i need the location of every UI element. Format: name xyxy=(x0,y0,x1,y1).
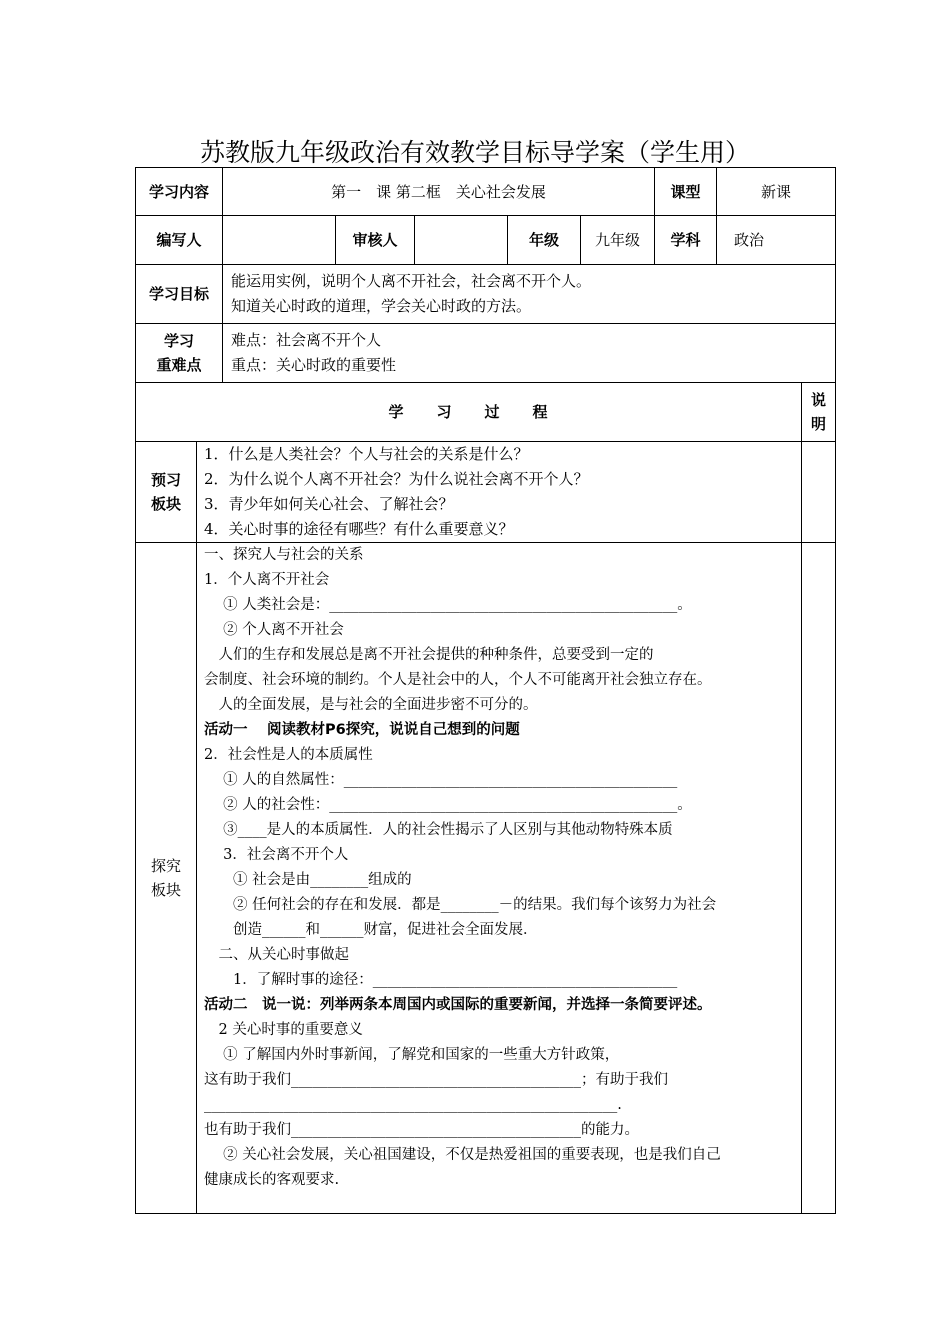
key-point-line: 难点：社会离不开个人 xyxy=(231,331,382,349)
explore-line: 2．社会性是人的本质属性 xyxy=(204,747,373,763)
activity-two: 活动二 说一说：列举两条本周国内或国际的重要新闻，并选择一条简要评述。 xyxy=(204,997,712,1013)
objectives-label: 学习目标 xyxy=(148,285,209,303)
explore-line: 会制度、社会环境的制约。个人是社会中的人，个人不可能离开社会独立存在。 xyxy=(204,672,712,688)
explore-line: 创造______和______财富，促进社会全面发展． xyxy=(204,922,538,938)
explore-line: 人的全面发展，是与社会的全面进步密不可分的。 xyxy=(204,697,538,713)
explore-label-line2: 板块 xyxy=(150,881,181,899)
key-points-label-line2: 重难点 xyxy=(156,356,202,374)
explore-line: ② 任何社会的存在和发展．都是________－的结果。我们每个该努力为社会 xyxy=(204,897,717,913)
editor-value xyxy=(223,216,335,264)
reviewer-value xyxy=(415,216,507,264)
explore-line: 2 关心时事的重要意义 xyxy=(204,1022,363,1038)
preview-questions xyxy=(204,442,589,542)
preview-label-line2: 板块 xyxy=(150,495,181,513)
subject-label: 学科 xyxy=(670,231,701,249)
table-border xyxy=(135,264,836,265)
explore-line: ③____是人的本质属性．人的社会性揭示了人区别与其他动物特殊本质 xyxy=(204,822,673,838)
table-border xyxy=(196,441,197,1214)
explore-line: ① 社会是由________组成的 xyxy=(204,872,412,888)
editor-label: 编写人 xyxy=(156,231,202,249)
grade-value: 九年级 xyxy=(594,231,640,249)
explore-line: ② 人的社会性：________________________________________________。 xyxy=(204,797,692,813)
table-border xyxy=(135,1213,836,1214)
explore-content xyxy=(204,543,721,1193)
explore-line: 1．了解时事的途径：__________________________________________ xyxy=(204,972,678,988)
note-label xyxy=(802,383,835,441)
note-label-line2: 明 xyxy=(810,415,826,433)
page-title: 苏教版九年级政治有效教学目标导学案（学生用） xyxy=(199,138,750,167)
subject-value: 政治 xyxy=(733,231,764,249)
key-points-label xyxy=(136,324,222,382)
objective-line: 能运用实例，说明个人离不开社会，社会离不开个人。 xyxy=(231,272,592,290)
explore-line: _________________________________________________________. xyxy=(204,1097,622,1113)
explore-line: 1．个人离不开社会 xyxy=(204,572,330,588)
explore-line: ② 关心社会发展，关心祖国建设，不仅是热爱祖国的重要表现，也是我们自己 xyxy=(204,1147,721,1163)
table-border xyxy=(801,382,802,1214)
type-label: 课型 xyxy=(670,182,701,201)
explore-label-line1: 探究 xyxy=(150,857,181,875)
note-label-line1: 说 xyxy=(810,391,826,409)
objective-line: 知道关心时政的道理，学会关心时政的方法。 xyxy=(231,297,532,315)
table-border xyxy=(135,323,836,324)
explore-line: 3．社会离不开个人 xyxy=(204,847,349,863)
preview-question: 2．为什么说个人离不开社会？为什么说社会离不开个人？ xyxy=(204,470,589,488)
explore-line: 这有助于我们________________________________________；有助于我们 xyxy=(204,1072,668,1088)
preview-label xyxy=(136,442,196,542)
table-border xyxy=(835,167,836,1214)
explore-line: 一、探究人与社会的关系 xyxy=(204,547,364,563)
explore-line: 健康成长的客观要求. xyxy=(204,1172,340,1188)
explore-line: ① 人类社会是：________________________________________________。 xyxy=(204,597,692,613)
process-title: 学 习 过 程 xyxy=(388,403,549,421)
preview-question: 1．什么是人类社会？个人与社会的关系是什么？ xyxy=(204,445,529,463)
objectives-text xyxy=(231,269,591,319)
key-points-label-line1: 学习 xyxy=(163,332,194,350)
content-value: 第一 课 第二框 关心社会发展 xyxy=(331,182,546,201)
explore-line: 也有助于我们________________________________________的能力。 xyxy=(204,1122,639,1138)
explore-line: 人们的生存和发展总是离不开社会提供的种种条件，总要受到一定的 xyxy=(204,647,654,663)
preview-label-line1: 预习 xyxy=(150,471,181,489)
explore-label xyxy=(136,543,196,1213)
explore-line: ① 人的自然属性：______________________________________________ xyxy=(204,772,678,788)
grade-label: 年级 xyxy=(528,231,559,249)
explore-line: ① 了解国内外时事新闻，了解党和国家的一些重大方针政策， xyxy=(204,1047,620,1063)
type-value: 新课 xyxy=(760,182,791,201)
explore-line: 二、从关心时事做起 xyxy=(204,947,349,963)
explore-line: ② 个人离不开社会 xyxy=(204,622,344,638)
reviewer-label: 审核人 xyxy=(352,231,398,249)
key-point-line: 重点：关心时政的重要性 xyxy=(231,356,397,374)
activity-one: 活动一 阅读教材P6探究，说说自己想到的问题 xyxy=(204,722,520,738)
preview-question: 4．关心时事的途径有哪些？有什么重要意义？ xyxy=(204,520,514,538)
preview-question: 3．青少年如何关心社会、了解社会？ xyxy=(204,495,454,513)
content-label: 学习内容 xyxy=(148,182,209,201)
key-points-text xyxy=(231,328,396,378)
